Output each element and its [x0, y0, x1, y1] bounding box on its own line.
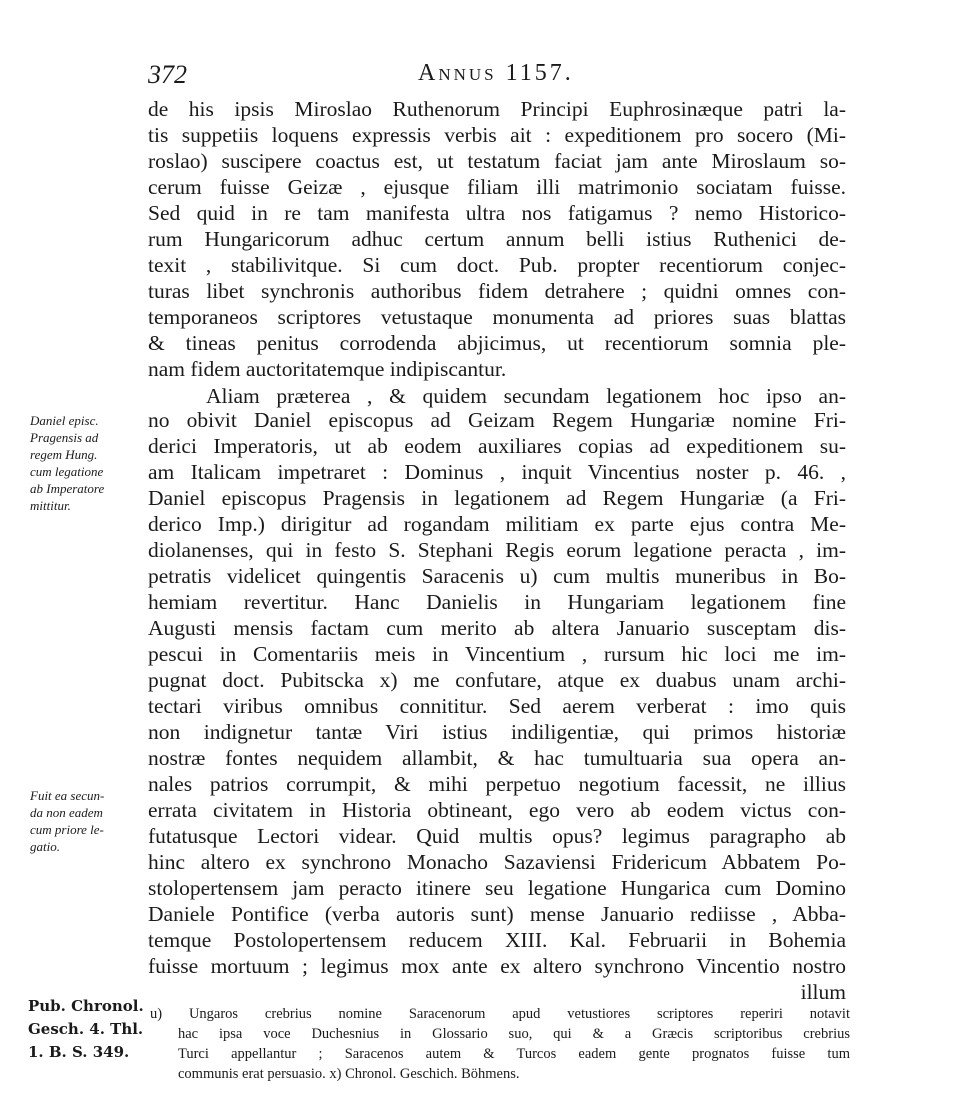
text-line: rum Hungaricorum adhuc certum annum belli istius Ruthenici de- — [148, 227, 846, 251]
text-line: turas libet synchronis authoribus fidem detrahere ; quidni omnes con- — [148, 279, 846, 303]
text-line: petratis videlicet quingentis Saracenis u) cum multis muneribus in Bo- — [148, 564, 846, 588]
text-line: temque Postolopertensem reducem XIII. Kal. Februarii in Bohemia — [148, 928, 846, 952]
margin-line: mittitur. — [30, 498, 71, 513]
margin-line: Fuit ea secun- — [30, 788, 105, 803]
text-line: temporaneos scriptores vetustaque monumenta ad priores suas blattas — [148, 305, 846, 329]
margin-line: Daniel episc. — [30, 413, 99, 428]
catchword: illum — [800, 980, 846, 1004]
text-line: pugnat doct. Pubitscka x) me confutare, atque ex duabus unam archi- — [148, 668, 846, 692]
footnote-line: u) Ungaros crebrius nomine Saracenorum apud vetustiores scriptores reperiri notavit — [150, 1006, 850, 1022]
text-line: hemiam revertitur. Hanc Danielis in Hungariam legationem fine — [148, 590, 846, 614]
text-line: texit , stabilivitque. Si cum doct. Pub. propter recentiorum conjec- — [148, 253, 846, 277]
text-line: diolanenses, qui in festo S. Stephani Regis eorum legatione peracta , im- — [148, 538, 846, 562]
running-title: Annus 1157. — [418, 60, 574, 86]
text-line: cerum fuisse Geizæ , ejusque filiam illi matrimonio sociatam fuisse. — [148, 175, 846, 199]
text-line: & tineas penitus corrodenda abjicimus, ut recentiorum somnia ple- — [148, 331, 846, 355]
text-line: Augusti mensis factam cum merito ab altera Januario susceptam dis- — [148, 616, 846, 640]
text-line: tectari viribus omnibus connititur. Sed aerem verberat : imo quis — [148, 694, 846, 718]
text-line: nales patrios corrumpit, & mihi perpetuo negotium facessit, ne illius — [148, 772, 846, 796]
margin-ref-line: 1. B. S. 349. — [28, 1043, 130, 1061]
page-header — [148, 60, 848, 92]
page-number: 372 — [148, 60, 187, 89]
text-line: non indignetur tantæ Viri istius indiligentiæ, qui primos historiæ — [148, 720, 846, 744]
text-line: stolopertensem jam peracto itinere seu legatione Hungarica cum Domino — [148, 876, 846, 900]
text-line: no obivit Daniel episcopus ad Geizam Regem Hungariæ nomine Fri- — [148, 408, 846, 432]
footnote-line: Turci appellantur ; Saracenos autem & Turcos eadem gente prognatos fuisse tum — [178, 1046, 850, 1062]
margin-line: cum legatione — [30, 464, 104, 479]
margin-line: cum priore le- — [30, 822, 104, 837]
text-line: hinc altero ex synchrono Monacho Sazaviensi Fridericum Abbatem Po- — [148, 850, 846, 874]
footnote-line: hac ipsa voce Duchesnius in Glossario suo, qui & a Græcis scriptoribus crebrius — [178, 1026, 850, 1042]
text-line: derico Imp.) dirigitur ad rogandam militiam ex parte ejus contra Me- — [148, 512, 846, 536]
margin-ref-line: Pub. Chronol. — [28, 997, 144, 1015]
margin-note-legation — [30, 412, 148, 514]
text-line: roslao) suscipere coactus est, ut testatum faciat jam ante Miroslaum so- — [148, 149, 846, 173]
text-line: Daniel episcopus Pragensis in legationem ad Regem Hungariæ (a Fri- — [148, 486, 846, 510]
margin-note-second-legation — [30, 787, 148, 855]
text-line: am Italicam impetraret : Dominus , inquit Vincentius noster p. 46. , — [148, 460, 846, 484]
text-line: Sed quid in re tam manifesta ultra nos fatigamus ? nemo Historico- — [148, 201, 846, 225]
text-line: futatusque Lectori videar. Quid multis opus? legimus paragrapho ab — [148, 824, 846, 848]
footnote-line: communis erat persuasio. x) Chronol. Geschich. Böhmens. — [178, 1066, 520, 1082]
margin-ref-line: Gesch. 4. Thl. — [28, 1020, 144, 1038]
text-line: derici Imperatoris, ut ab eodem auxiliares copias ad expeditionem su- — [148, 434, 846, 458]
margin-line: Pragensis ad — [30, 430, 99, 445]
margin-line: gatio. — [30, 839, 60, 854]
margin-reference — [28, 995, 158, 1064]
margin-line: regem Hung. — [30, 447, 98, 462]
margin-line: ab Imperatore — [30, 481, 105, 496]
text-line: pescui in Comentariis meis in Vincentium , rursum hic loci me im- — [148, 642, 846, 666]
text-line: fuisse mortuum ; legimus mox ante ex altero synchrono Vincentio nostro — [148, 954, 846, 978]
text-line: de his ipsis Miroslao Ruthenorum Principi Euphrosinæque patri la- — [148, 97, 846, 121]
margin-line: da non eadem — [30, 805, 103, 820]
text-line: Daniele Pontifice (verba autoris sunt) mense Januario rediisse , Abba- — [148, 902, 846, 926]
text-line: errata civitatem in Historia obtineant, ego vero ab eodem victus con- — [148, 798, 846, 822]
text-line: tis suppetiis loquens expressis verbis ait : expeditionem pro socero (Mi- — [148, 123, 846, 147]
text-line: nostræ fontes nequidem allambit, & hac tumultuaria sua opera an- — [148, 746, 846, 770]
text-line: Aliam præterea , & quidem secundam legationem hoc ipso an- — [206, 384, 846, 408]
text-line: nam fidem auctoritatemque indipiscantur. — [148, 357, 507, 381]
